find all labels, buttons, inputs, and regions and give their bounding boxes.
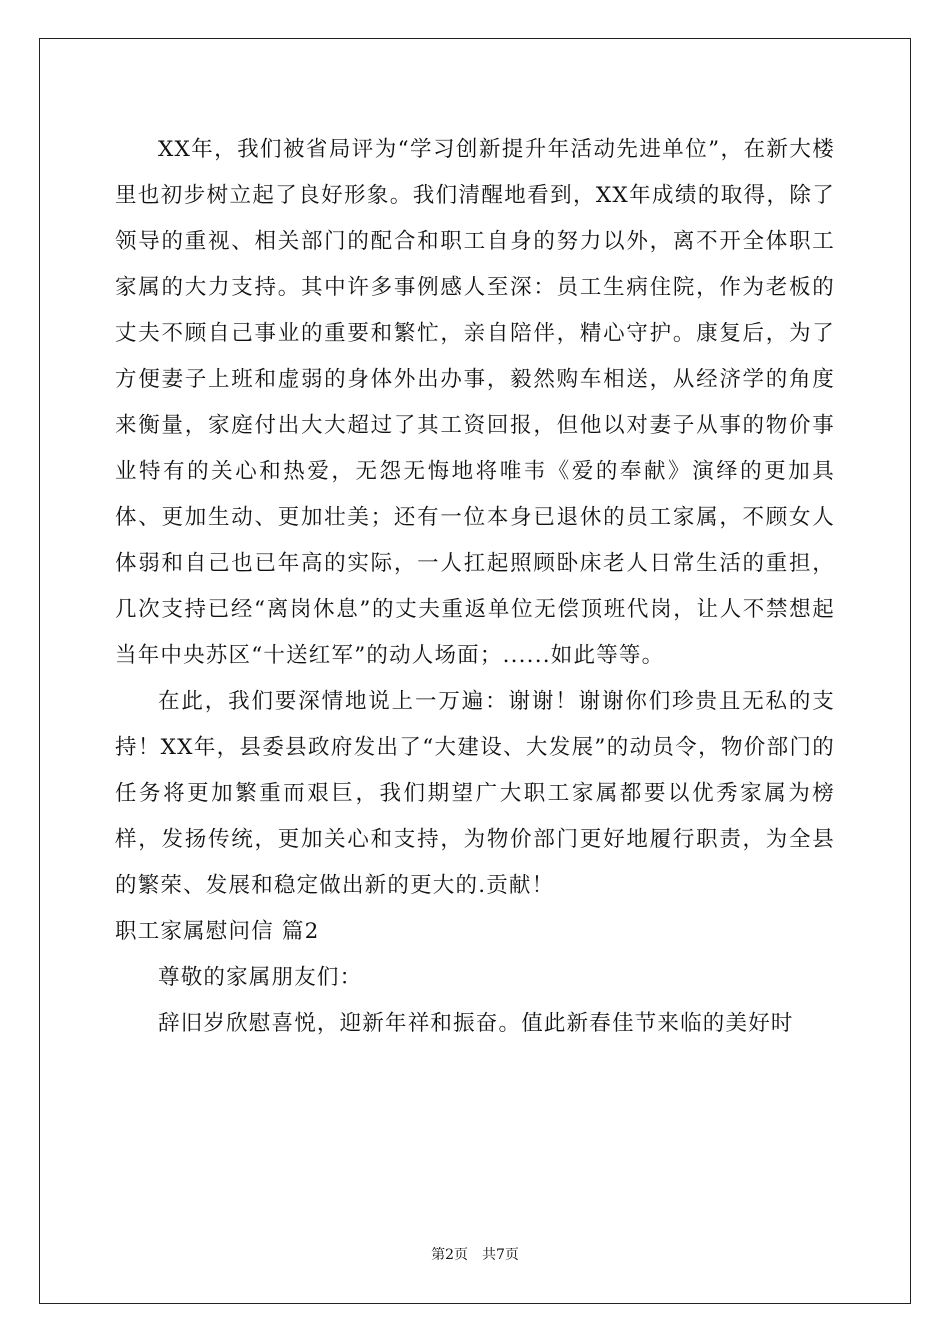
page-footer: 第2页 共7页 — [431, 1247, 519, 1263]
salutation: 尊敬的家属朋友们： — [158, 965, 363, 990]
body-paragraph-1: XX年，我们被省局评为“学习创新提升年活动先进单位”，在新大楼里也初步树立起了良好形象。我们清醒地看到，XX年成绩的取得，除了领导的重视、相关部门的配合和职工自身的努力以外，离不开全体职工家属的大力支持。其中许多事例感人至深：员工生病住院，作为老板的丈夫不顾自己事业的重要和繁忙，亲自陪伴，精心守护。康复后，为了方便妻子上班和虚弱的身体外出办事，毅然购车相送，从经济学的角度来衡量，家庭付出大大超过了其工资回报，但他以对妻子从事的物价事业特有的关心和热爱，无怨无悔地将唯韦《爱的奉献》演绎的更加具体、更加生动、更加壮美；还有一位本身已退休的员工家属，不顾女人体弱和自己也已年高的实际，一人扛起照顾卧床老人日常生活的重担，几次支持已经“离岗休息”的丈夫重返单位无偿顶班代岗，让人不禁想起当年中央苏区“十送红军”的动人场面；......如此等等。 — [115, 137, 835, 668]
body-paragraph-3: 辞旧岁欣慰喜悦，迎新年祥和振奋。值此新春佳节来临的美好时 — [158, 1011, 794, 1036]
document-body — [115, 127, 835, 1047]
section-heading: 职工家属慰问信 篇2 — [115, 919, 320, 944]
body-paragraph-2: 在此，我们要深情地说上一万遍：谢谢！谢谢你们珍贵且无私的支持！XX年，县委县政府发出了“大建设、大发展”的动员令，物价部门的任务将更加繁重而艰巨，我们期望广大职工家属都要以优秀家属为榜样，发扬传统，更加关心和支持，为物价部门更好地履行职责，为全县的繁荣、发展和稳定做出新的更大的.贡献！ — [115, 689, 835, 898]
